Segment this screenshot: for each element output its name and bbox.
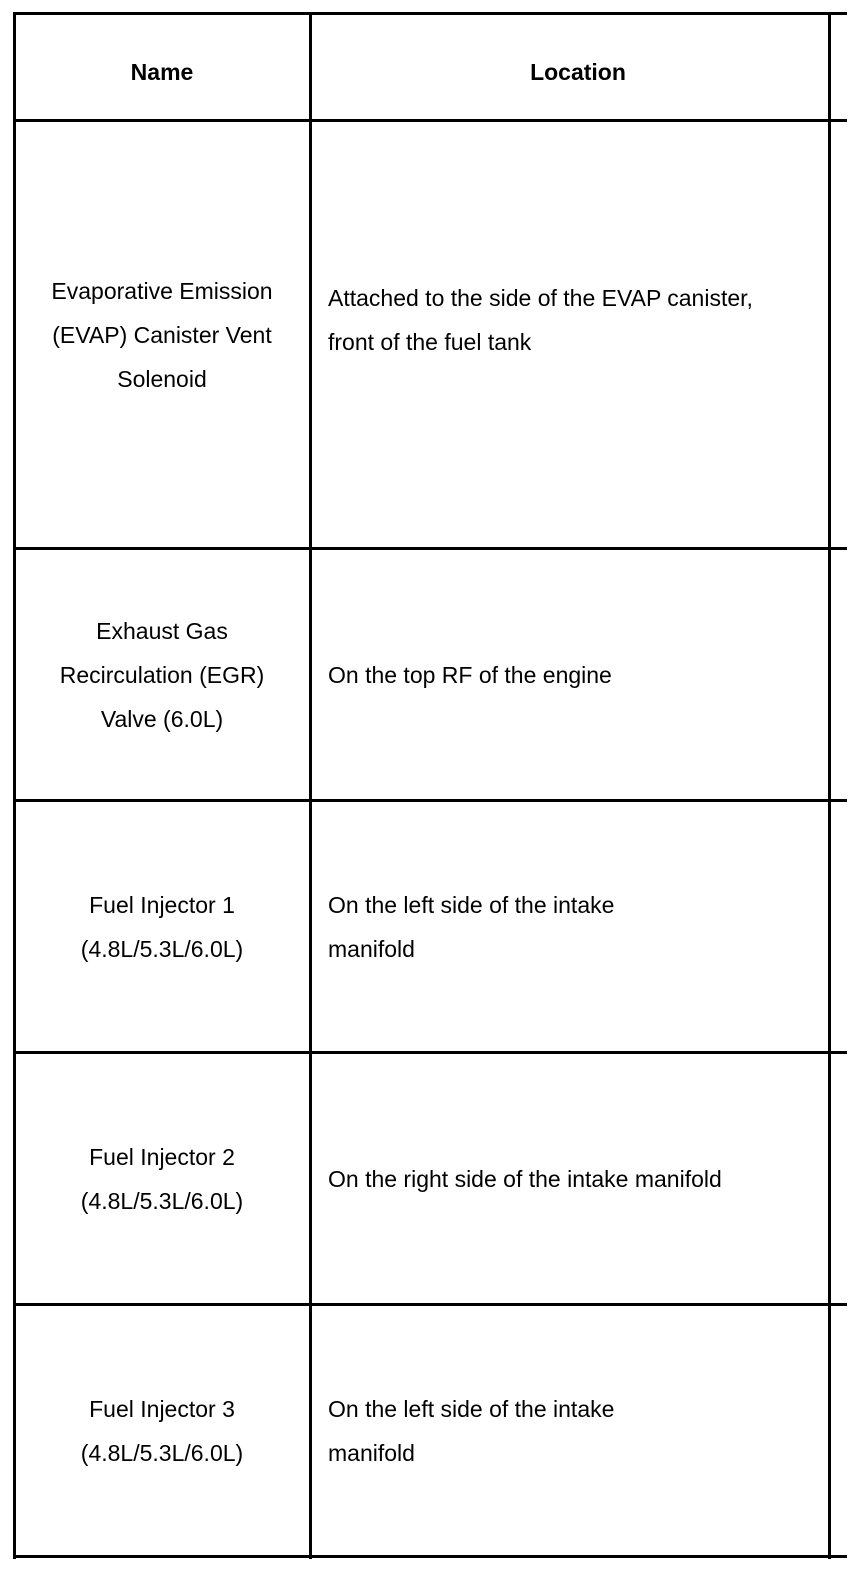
- component-location: On the top RF of the engine: [328, 662, 612, 688]
- component-location-table: [13, 12, 845, 1558]
- header-name: Name: [130, 59, 194, 85]
- location-cell: [311, 122, 845, 548]
- component-name: Fuel Injector 3 (4.8L/5.3L/6.0L): [80, 1396, 244, 1466]
- table-row: [13, 1054, 845, 1304]
- row-divider: [13, 799, 847, 802]
- header-location-cell: [311, 12, 845, 120]
- name-cell: [13, 122, 311, 548]
- location-cell: [311, 1054, 845, 1304]
- name-cell: [13, 802, 311, 1052]
- table-row: [13, 550, 845, 800]
- component-name: Evaporative Emission (EVAP) Canister Vent Solenoid: [51, 278, 273, 392]
- column-divider: [309, 12, 312, 1559]
- component-location: On the left side of the intake manifold: [328, 1396, 615, 1466]
- location-cell: [311, 1306, 845, 1556]
- row-divider: [13, 1051, 847, 1054]
- name-cell: [13, 1054, 311, 1304]
- name-cell: [13, 550, 311, 800]
- location-cell: [311, 802, 845, 1052]
- table-border-top: [13, 12, 847, 15]
- table-border-bottom: [13, 1555, 847, 1558]
- header-location: Location: [530, 59, 626, 85]
- table-row: [13, 1306, 845, 1556]
- component-location: Attached to the side of the EVAP canister, front of the fuel tank: [328, 285, 753, 355]
- row-divider: [13, 1303, 847, 1306]
- table-border-left: [13, 12, 16, 1559]
- table-row: [13, 122, 845, 548]
- component-name: Exhaust Gas Recirculation (EGR) Valve (6.0L): [59, 618, 265, 732]
- table-row: [13, 802, 845, 1052]
- table-header-row: [13, 12, 845, 120]
- row-divider: [13, 547, 847, 550]
- header-name-cell: [13, 12, 311, 120]
- component-name: Fuel Injector 1 (4.8L/5.3L/6.0L): [80, 892, 244, 962]
- name-cell: [13, 1306, 311, 1556]
- header-divider: [13, 119, 847, 122]
- component-location: On the left side of the intake manifold: [328, 892, 615, 962]
- table-border-right: [828, 12, 831, 1559]
- component-name: Fuel Injector 2 (4.8L/5.3L/6.0L): [80, 1144, 244, 1214]
- component-location: On the right side of the intake manifold: [328, 1166, 722, 1192]
- location-cell: [311, 550, 845, 800]
